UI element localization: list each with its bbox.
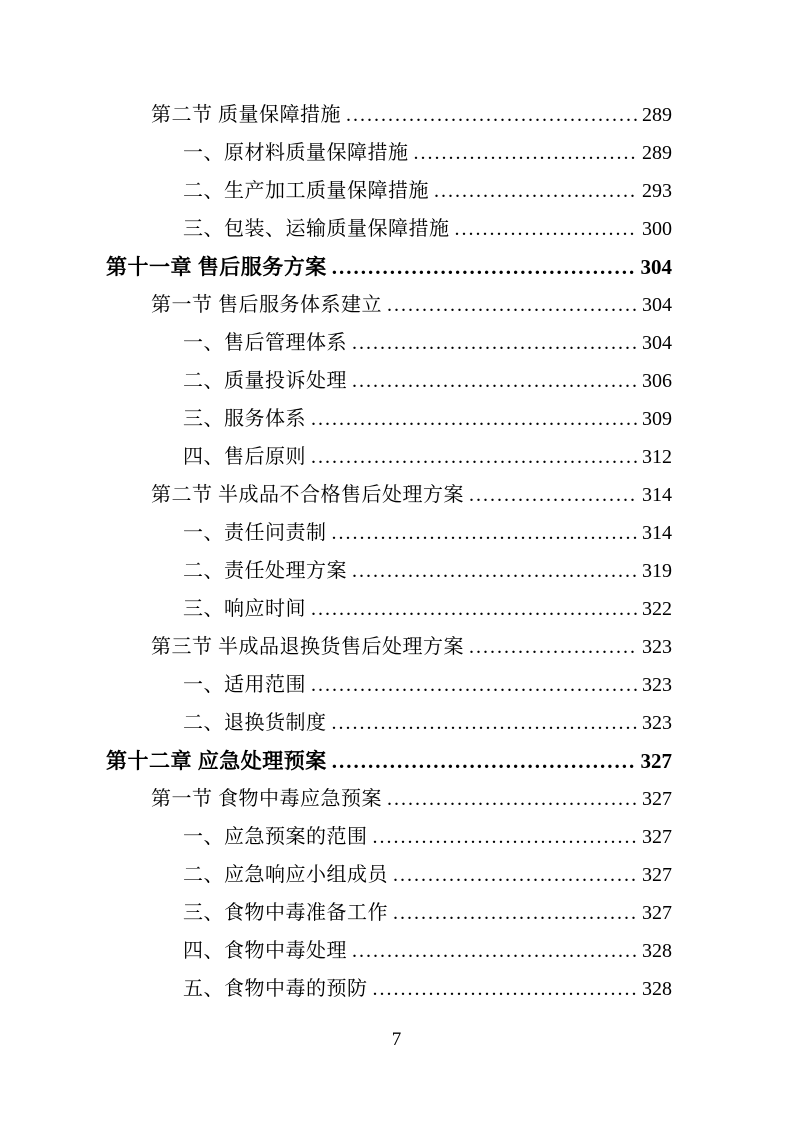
dot-leader — [352, 552, 637, 590]
toc-entry — [106, 96, 672, 134]
toc-entry — [106, 514, 672, 552]
toc-entry — [106, 362, 672, 400]
toc-entry-label: 第十二章 应急处理预案 — [106, 749, 327, 773]
dot-leader — [469, 628, 637, 666]
toc-entry-page: 304 — [642, 294, 672, 316]
dot-leader — [414, 134, 638, 172]
dot-leader — [332, 704, 638, 742]
table-of-contents — [106, 96, 672, 1008]
toc-entry-page: 306 — [642, 370, 672, 392]
toc-entry-label: 二、退换货制度 — [183, 712, 327, 734]
toc-entry-page: 327 — [642, 902, 672, 924]
toc-entry-page: 293 — [642, 180, 672, 202]
dot-leader — [352, 932, 637, 970]
toc-entry-label: 第一节 食物中毒应急预案 — [151, 788, 382, 810]
dot-leader — [311, 590, 637, 628]
dot-leader — [455, 210, 638, 248]
dot-leader — [393, 894, 637, 932]
toc-entry — [106, 552, 672, 590]
toc-entry-label: 第一节 售后服务体系建立 — [151, 294, 382, 316]
toc-entry-label: 二、生产加工质量保障措施 — [183, 180, 429, 202]
toc-entry — [106, 324, 672, 362]
dot-leader — [311, 666, 637, 704]
toc-entry-page: 312 — [642, 446, 672, 468]
toc-entry — [106, 970, 672, 1008]
dot-leader — [311, 400, 637, 438]
dot-leader — [434, 172, 637, 210]
toc-entry — [106, 476, 672, 514]
toc-entry-label: 一、售后管理体系 — [183, 332, 347, 354]
toc-entry-page: 323 — [642, 712, 672, 734]
dot-leader — [332, 514, 638, 552]
toc-entry — [106, 172, 672, 210]
dot-leader — [373, 818, 638, 856]
dot-leader — [373, 970, 638, 1008]
toc-entry-page: 304 — [642, 332, 672, 354]
dot-leader — [332, 742, 636, 780]
toc-entry-label: 一、应急预案的范围 — [183, 826, 368, 848]
dot-leader — [352, 362, 637, 400]
toc-entry-label: 四、售后原则 — [183, 446, 306, 468]
toc-entry — [106, 438, 672, 476]
dot-leader — [393, 856, 637, 894]
toc-entry-page: 327 — [642, 826, 672, 848]
toc-entry-page: 304 — [640, 255, 672, 279]
toc-entry — [106, 248, 672, 286]
toc-entry — [106, 742, 672, 780]
toc-entry-label: 第三节 半成品退换货售后处理方案 — [151, 636, 464, 658]
toc-entry-page: 309 — [642, 408, 672, 430]
toc-entry-page: 328 — [642, 978, 672, 1000]
toc-entry — [106, 286, 672, 324]
toc-entry-label: 五、食物中毒的预防 — [183, 978, 368, 1000]
toc-entry-label: 一、适用范围 — [183, 674, 306, 696]
toc-entry-label: 二、质量投诉处理 — [183, 370, 347, 392]
toc-entry-label: 三、食物中毒准备工作 — [183, 902, 388, 924]
toc-entry-label: 二、应急响应小组成员 — [183, 864, 388, 886]
dot-leader — [346, 96, 637, 134]
dot-leader — [469, 476, 637, 514]
toc-entry-page: 323 — [642, 636, 672, 658]
toc-entry-page: 322 — [642, 598, 672, 620]
toc-entry — [106, 856, 672, 894]
toc-entry — [106, 590, 672, 628]
toc-entry-page: 300 — [642, 218, 672, 240]
toc-entry-label: 第十一章 售后服务方案 — [106, 255, 327, 279]
toc-entry — [106, 134, 672, 172]
toc-entry — [106, 894, 672, 932]
toc-entry — [106, 780, 672, 818]
page-number: 7 — [391, 1029, 402, 1050]
toc-entry-label: 第二节 半成品不合格售后处理方案 — [151, 484, 464, 506]
dot-leader — [387, 286, 637, 324]
toc-entry-page: 314 — [642, 522, 672, 544]
toc-entry-page: 289 — [642, 142, 672, 164]
toc-entry-page: 327 — [642, 788, 672, 810]
toc-entry — [106, 628, 672, 666]
toc-entry-label: 三、包装、运输质量保障措施 — [183, 218, 450, 240]
toc-entry-label: 一、责任问责制 — [183, 522, 327, 544]
toc-entry-page: 289 — [642, 104, 672, 126]
toc-entry — [106, 210, 672, 248]
dot-leader — [352, 324, 637, 362]
toc-entry-page: 314 — [642, 484, 672, 506]
toc-entry-label: 四、食物中毒处理 — [183, 940, 347, 962]
toc-entry-label: 二、责任处理方案 — [183, 560, 347, 582]
toc-entry-label: 三、服务体系 — [183, 408, 306, 430]
toc-entry-page: 319 — [642, 560, 672, 582]
toc-entry-page: 328 — [642, 940, 672, 962]
dot-leader — [311, 438, 637, 476]
toc-entry — [106, 704, 672, 742]
toc-entry — [106, 666, 672, 704]
toc-entry — [106, 400, 672, 438]
toc-entry-page: 327 — [640, 749, 672, 773]
toc-entry-page: 323 — [642, 674, 672, 696]
dot-leader — [387, 780, 637, 818]
toc-entry — [106, 932, 672, 970]
toc-entry — [106, 818, 672, 856]
toc-entry-label: 一、原材料质量保障措施 — [183, 142, 409, 164]
toc-entry-label: 三、响应时间 — [183, 598, 306, 620]
toc-entry-label: 第二节 质量保障措施 — [151, 104, 341, 126]
toc-entry-page: 327 — [642, 864, 672, 886]
dot-leader — [332, 248, 636, 286]
